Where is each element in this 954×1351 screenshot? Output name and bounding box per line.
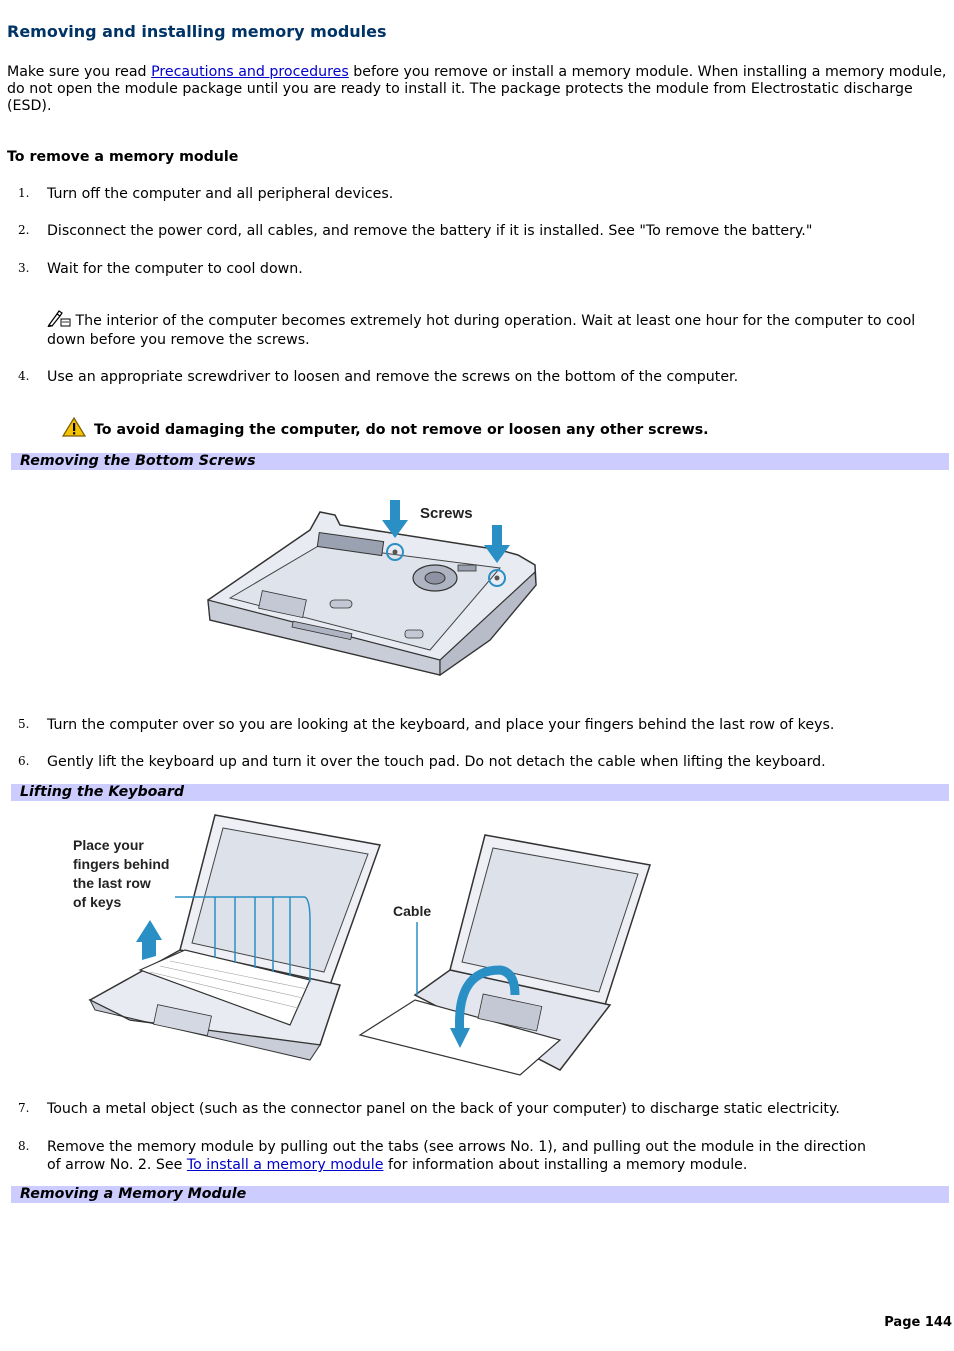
keyboard-label-line: the last row	[73, 875, 151, 891]
figure-caption-band	[11, 453, 949, 470]
figure-caption: Lifting the Keyboard	[20, 784, 185, 800]
step-text-part: for information about installing a memory module.	[383, 1157, 748, 1173]
step-number: 6.	[18, 754, 30, 768]
step-number: 8.	[18, 1139, 30, 1153]
lifting-keyboard-illustration	[60, 810, 660, 1080]
step-text: Turn off the computer and all peripheral devices.	[47, 186, 394, 202]
note-text: The interior of the computer becomes extremely hot during operation. Wait at least one hour for the computer to cool down before you remove the screws.	[47, 313, 916, 348]
step-number: 3.	[18, 261, 30, 275]
laptop-bottom-illustration	[200, 490, 550, 685]
step-text: Wait for the computer to cool down.	[47, 261, 303, 277]
section-subheading: To remove a memory module	[7, 149, 239, 165]
intro-text: Make sure you read	[7, 64, 152, 80]
keyboard-label-line: Place your	[73, 837, 144, 853]
step-text: Touch a metal object (such as the connector panel on the back of your computer) to discharge static electricity.	[47, 1101, 840, 1117]
step-number: 2.	[18, 223, 30, 237]
step-text	[47, 1138, 867, 1174]
screws-label: Screws	[420, 505, 473, 522]
figure-caption: Removing a Memory Module	[20, 1186, 247, 1202]
keyboard-label-line: of keys	[73, 894, 122, 910]
step-number: 5.	[18, 717, 30, 731]
caution-text: To avoid damaging the computer, do not remove or loosen any other screws.	[94, 422, 709, 438]
intro-paragraph	[7, 64, 947, 115]
note-block	[47, 310, 947, 349]
page-title: Removing and installing memory modules	[7, 22, 387, 41]
step-text: Gently lift the keyboard up and turn it over the touch pad. Do not detach the cable when lifting the keyboard.	[47, 754, 826, 770]
step-number: 4.	[18, 369, 30, 383]
intro-text-rest: before you remove or install a memory module. When installing a memory module, do not open the module package until you are ready to install it. The package protects the module from Electrostatic discharge (ESD).	[7, 64, 947, 114]
figure-caption-band	[11, 1186, 949, 1203]
precautions-link[interactable]: Precautions and procedures	[151, 64, 349, 80]
step-text: Turn the computer over so you are looking at the keyboard, and place your fingers behind the last row of keys.	[47, 717, 835, 733]
warning-triangle-icon	[62, 417, 86, 441]
page-number: Page 144	[884, 1315, 952, 1330]
step-number: 1.	[18, 186, 30, 200]
pencil-note-icon	[47, 310, 71, 332]
step-number: 7.	[18, 1101, 30, 1115]
figure-caption-band	[11, 784, 949, 801]
step-text: Use an appropriate screwdriver to loosen and remove the screws on the bottom of the computer.	[47, 369, 739, 385]
keyboard-label-line: fingers behind	[73, 856, 170, 872]
cable-label: Cable	[393, 903, 432, 919]
install-memory-link[interactable]: To install a memory module	[186, 1157, 384, 1173]
step-text: Disconnect the power cord, all cables, and remove the battery if it is installed. See "To remove the battery."	[47, 223, 813, 239]
caution-block	[62, 417, 709, 441]
figure-caption: Removing the Bottom Screws	[20, 453, 256, 469]
step-text-part: Remove the memory module by pulling out the tabs (see arrows No. 1), and pulling out the module in the direction of arrow No. 2. See	[47, 1139, 866, 1173]
